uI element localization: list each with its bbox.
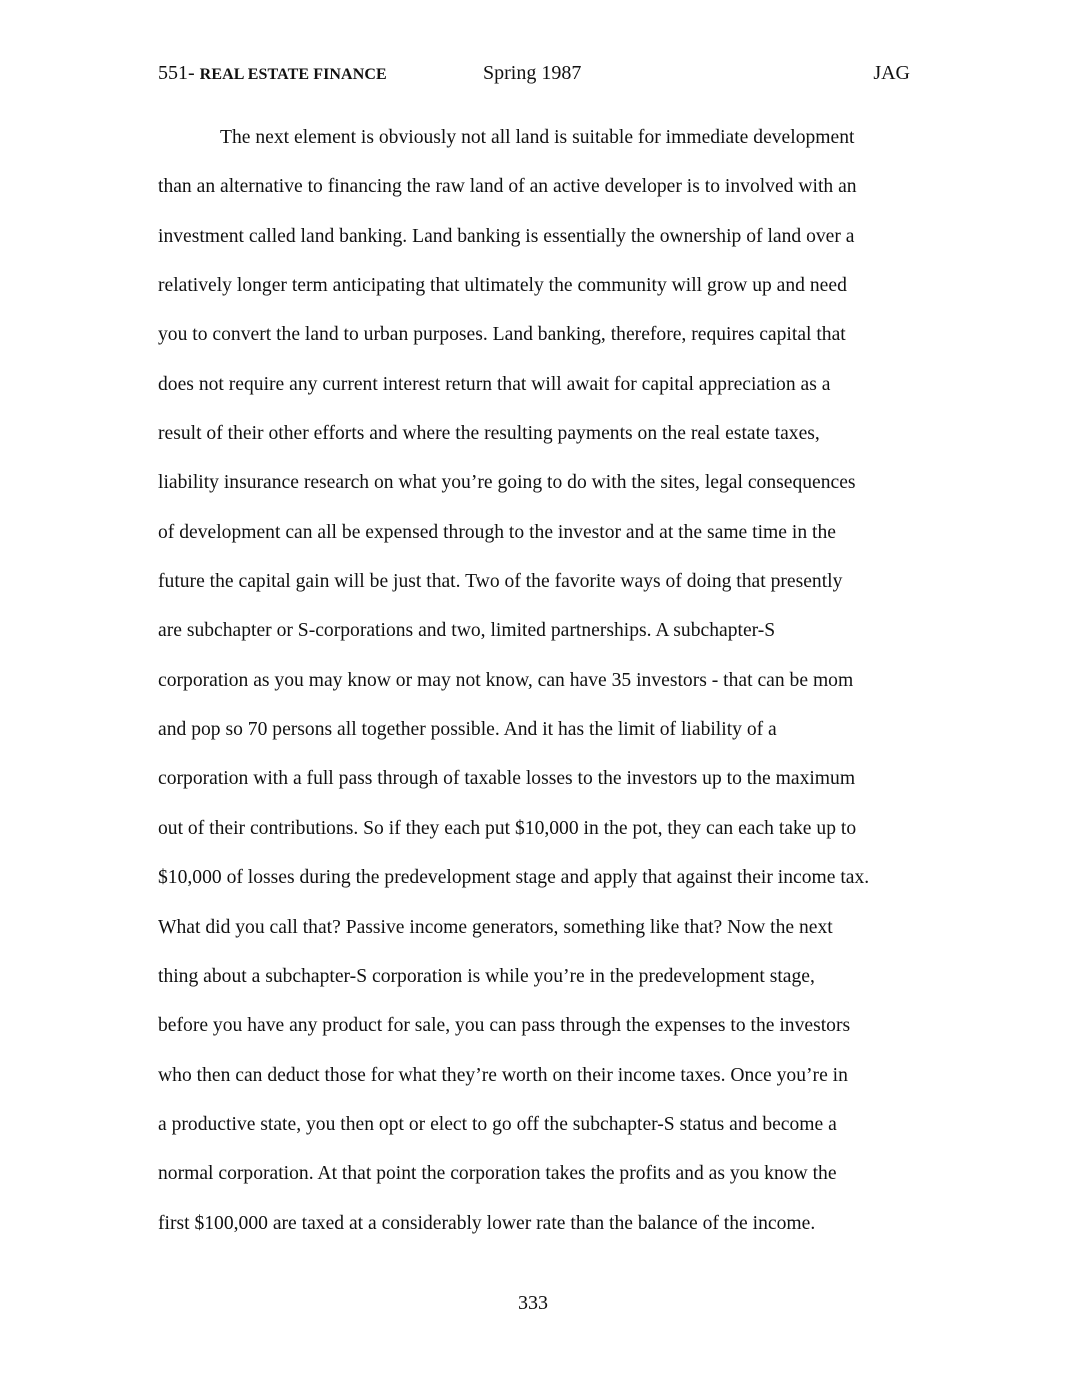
text-line: $10,000 of losses during the predevelopment stage and apply that against their income tax. — [158, 867, 870, 889]
text-line: corporation as you may know or may not know, can have 35 investors - that can be mom — [158, 669, 854, 691]
page-header — [158, 62, 910, 92]
text-line: of development can all be expensed through to the investor and at the same time in the — [158, 521, 836, 543]
text-line: result of their other efforts and where the resulting payments on the real estate taxes, — [158, 423, 820, 445]
author-initials: JAG — [873, 62, 910, 84]
text-line: out of their contributions. So if they each put $10,000 in the pot, they can each take up to — [158, 817, 857, 839]
term-label: Spring 1987 — [483, 62, 582, 84]
text-line: relatively longer term anticipating that ultimately the community will grow up and need — [158, 275, 847, 297]
course-label — [158, 62, 387, 85]
text-line: The next element is obviously not all land is suitable for immediate development — [220, 127, 855, 148]
text-line: future the capital gain will be just that. Two of the favorite ways of doing that presently — [158, 571, 843, 593]
text-line: What did you call that? Passive income generators, something like that? Now the next — [158, 916, 833, 938]
text-line: does not require any current interest return that will await for capital appreciation as a — [158, 373, 831, 395]
text-line: than an alternative to financing the raw land of an active developer is to involved with an — [158, 176, 857, 198]
course-code: 551- — [158, 62, 195, 84]
text-line: investment called land banking. Land banking is essentially the ownership of land over a — [158, 225, 855, 247]
text-line: a productive state, you then opt or elect to go off the subchapter-S status and become a — [158, 1113, 837, 1135]
text-line: are subchapter or S-corporations and two, limited partnerships. A subchapter-S — [158, 620, 776, 642]
text-line: before you have any product for sale, you can pass through the expenses to the investors — [158, 1015, 851, 1037]
text-line: you to convert the land to urban purposes. Land banking, therefore, requires capital that — [158, 324, 846, 346]
course-title: REAL ESTATE FINANCE — [199, 66, 387, 83]
page-number: 333 — [518, 1292, 548, 1314]
text-line: thing about a subchapter-S corporation is while you’re in the predevelopment stage, — [158, 965, 815, 987]
text-line: corporation with a full pass through of taxable losses to the investors up to the maximum — [158, 768, 856, 790]
text-line: first $100,000 are taxed at a considerably lower rate than the balance of the income. — [158, 1212, 816, 1234]
text-line: and pop so 70 persons all together possible. And it has the limit of liability of a — [158, 719, 777, 741]
text-line: liability insurance research on what you’re going to do with the sites, legal consequences — [158, 472, 856, 494]
transcript-body — [158, 113, 910, 1248]
text-line: normal corporation. At that point the corporation takes the profits and as you know the — [158, 1163, 837, 1185]
text-line: who then can deduct those for what they’re worth on their income taxes. Once you’re in — [158, 1064, 848, 1086]
